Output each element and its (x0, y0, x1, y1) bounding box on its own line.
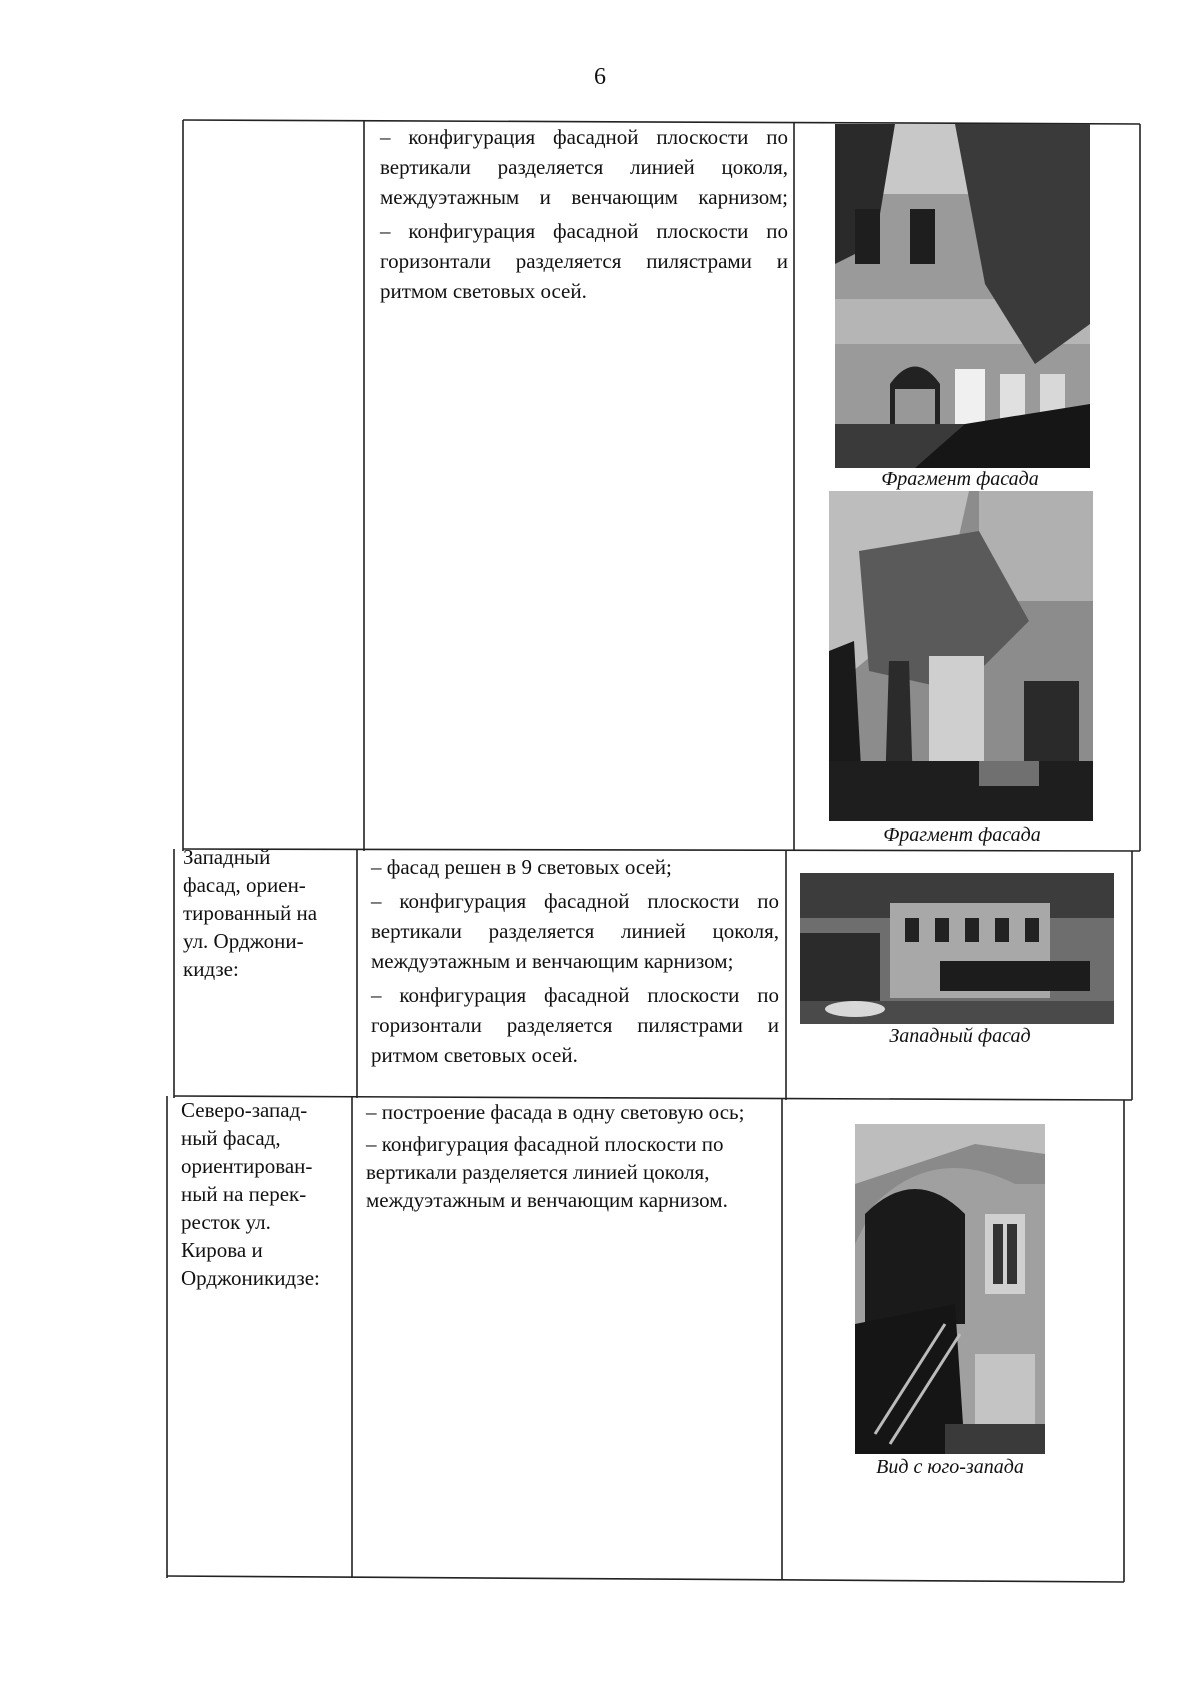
row-2-description (371, 852, 779, 1074)
row-label-line: ный на перек- (181, 1182, 307, 1206)
page-number: 6 (594, 64, 606, 90)
row-label-line: ориентирован- (181, 1154, 313, 1178)
facade-fragment-photo (829, 491, 1093, 821)
row-1-description (380, 122, 788, 310)
row-2-item: – конфигурация фасадной плоскости по вертикали разделяется линией цоколя, междуэтажным и венчающим карнизом; (371, 889, 779, 973)
row-label-line: кидзе: (183, 957, 239, 981)
row-label-line: ный фасад, (181, 1126, 281, 1150)
row-label-line: Орджоникидзе: (181, 1266, 320, 1290)
row-2-item: – фасад решен в 9 световых осей; (371, 855, 672, 879)
row-3-item: – построение фасада в одну световую ось; (366, 1100, 745, 1124)
southwest-view-photo (855, 1124, 1045, 1454)
row-label-line: ресток ул. (181, 1210, 271, 1234)
row-label-line: Западный (183, 845, 271, 869)
row-label-line: Северо-запад- (181, 1098, 308, 1122)
row-3-label (181, 1096, 351, 1292)
row-1-item: – конфигурация фасадной плоскости по вертикали разделяется линией цоколя, междуэтажным и венчающим карнизом; (380, 125, 788, 209)
row-label-line: ул. Орджони- (183, 929, 304, 953)
row-3-description (366, 1098, 766, 1218)
row-2-item: – конфигурация фасадной плоскости по горизонтали разделяется пилястрами и ритмом световых осей. (371, 983, 779, 1067)
row-label-line: тированный на (183, 901, 318, 925)
row-label-line: фасад, ориен- (183, 873, 306, 897)
row-1-item: – конфигурация фасадной плоскости по горизонтали разделяется пилястрами и ритмом световых осей. (380, 219, 788, 303)
facade-fragment-photo (835, 124, 1090, 468)
photo-caption: Фрагмент фасада (883, 824, 1041, 846)
photo-caption: Западный фасад (889, 1025, 1031, 1047)
photo-caption: Фрагмент фасада (881, 468, 1039, 490)
photo-caption: Вид с юго-запада (876, 1456, 1024, 1478)
row-3-item: – конфигурация фасадной плоскости по вертикали разделяется линией цоколя, междуэтажным и венчающим карнизом. (366, 1132, 728, 1212)
west-facade-photo (800, 873, 1114, 1024)
row-label-line: Кирова и (181, 1238, 263, 1262)
row-2-label (183, 843, 353, 983)
